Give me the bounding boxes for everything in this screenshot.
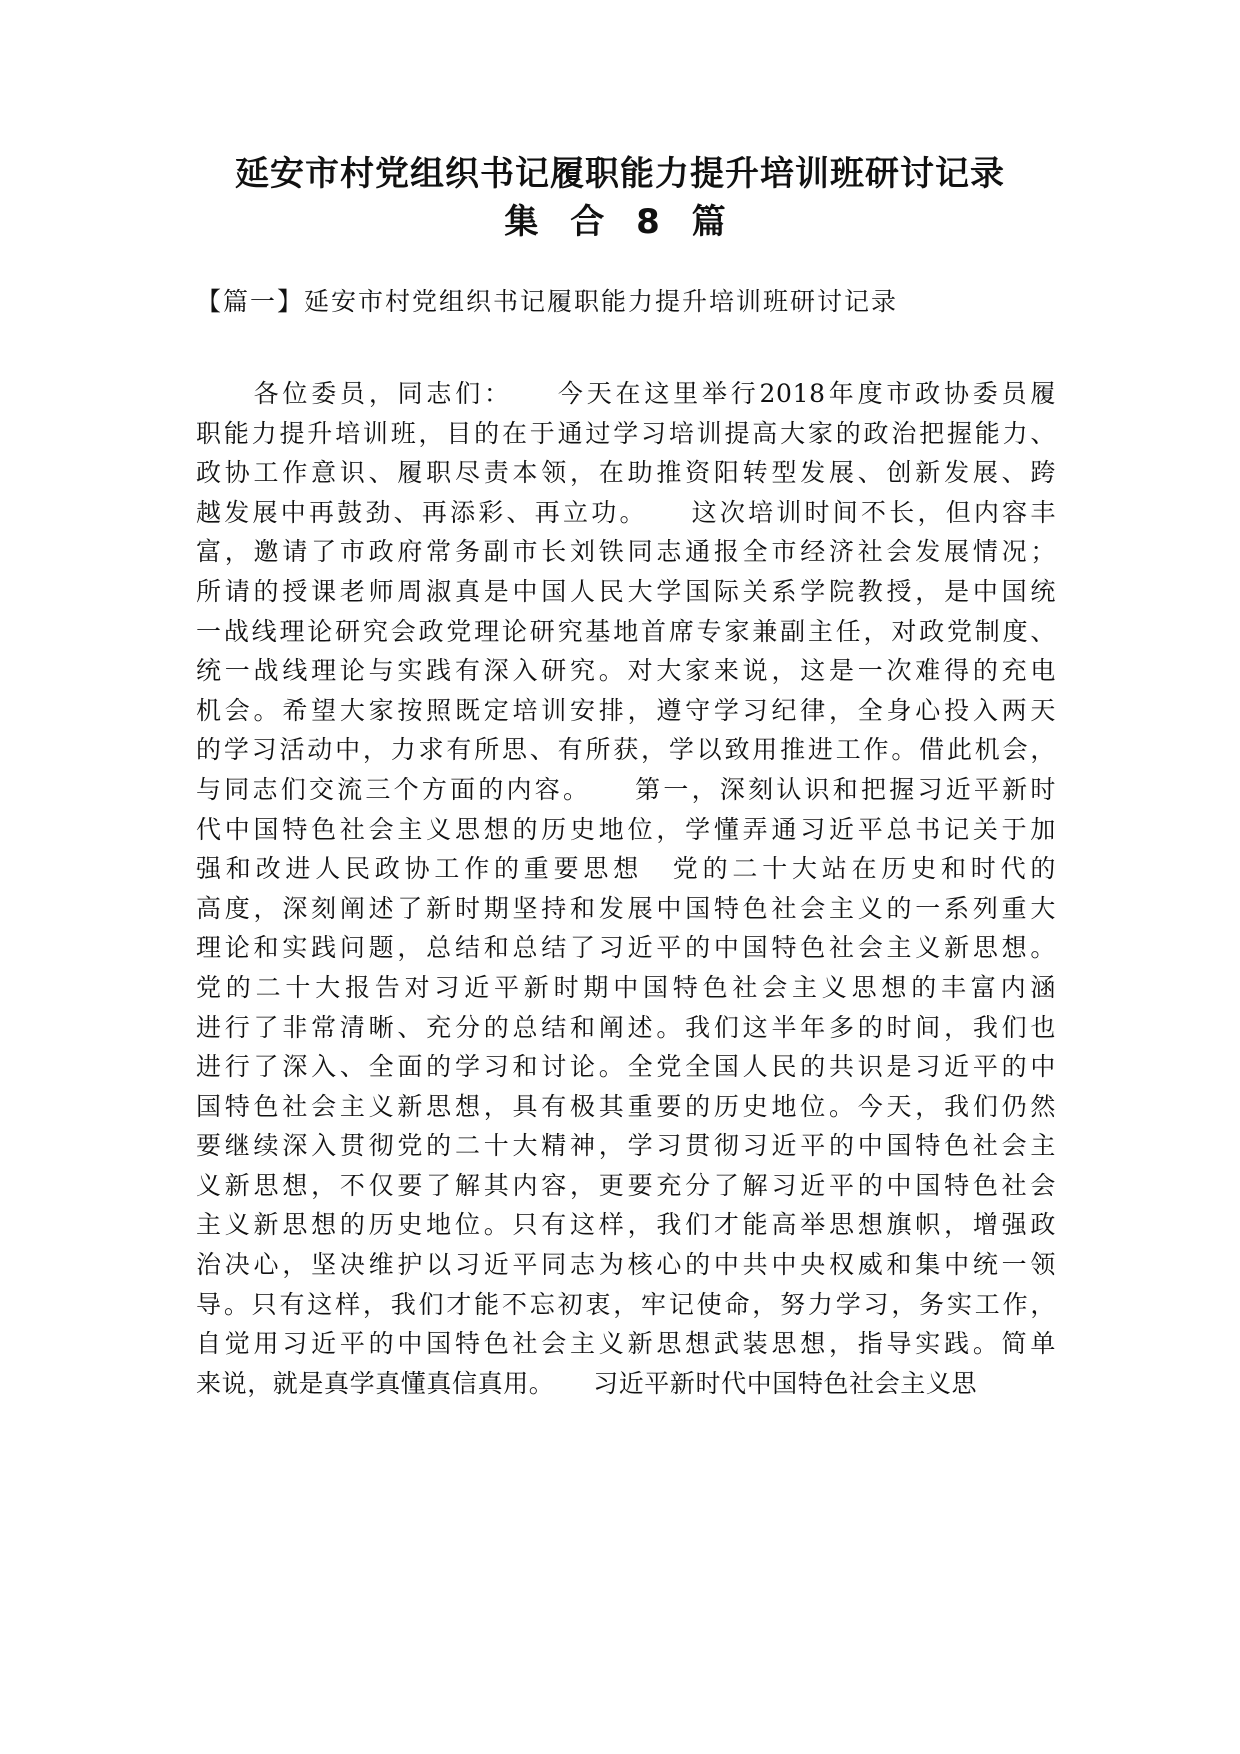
body-line: 代中国特色社会主义思想的历史地位，学懂弄通习近平总书记关于加 xyxy=(196,814,1056,844)
body-line: 来说，就是真学真懂真信真用。 习近平新时代中国特色社会主义思 xyxy=(196,1368,978,1398)
body-line: 越发展中再鼓劲、再添彩、再立功。 这次培训时间不长，但内容丰 xyxy=(196,497,1056,527)
body-line: 机会。希望大家按照既定培训安排，遵守学习纪律，全身心投入两天 xyxy=(196,695,1056,725)
body-line: 导。只有这样，我们才能不忘初衷，牢记使命，努力学习，务实工作， xyxy=(196,1289,1056,1319)
body-line: 理论和实践问题，总结和总结了习近平的中国特色社会主义新思想。 xyxy=(196,933,1056,963)
section-heading: 【篇一】延安市村党组织书记履职能力提升培训班研讨记录 xyxy=(196,287,899,316)
body-line: 主义新思想的历史地位。只有这样，我们才能高举思想旗帜，增强政 xyxy=(196,1210,1056,1240)
title-line-2: 集 合 8 篇 xyxy=(504,202,736,242)
body-line: 党的二十大报告对习近平新时期中国特色社会主义思想的丰富内涵 xyxy=(196,972,1056,1002)
body-line: 统一战线理论与实践有深入研究。对大家来说，这是一次难得的充电 xyxy=(196,656,1056,686)
body-line: 自觉用习近平的中国特色社会主义新思想武装思想，指导实践。简单 xyxy=(196,1329,1056,1359)
body-line: 进行了非常清晰、充分的总结和阐述。我们这半年多的时间，我们也 xyxy=(196,1012,1056,1042)
body-line: 职能力提升培训班，目的在于通过学习培训提高大家的政治把握能力、 xyxy=(196,418,1056,448)
document-title xyxy=(150,150,1090,246)
body-line: 强和改进人民政协工作的重要思想 党的二十大站在历史和时代的 xyxy=(196,854,1056,884)
body-line: 一战线理论研究会政党理论研究基地首席专家兼副主任，对政党制度、 xyxy=(196,616,1056,646)
body-line: 与同志们交流三个方面的内容。 第一，深刻认识和把握习近平新时 xyxy=(196,774,1056,804)
body-line: 各位委员，同志们： 今天在这里举行2018年度市政协委员履 xyxy=(196,379,1056,408)
body-line: 治决心，坚决维护以习近平同志为核心的中共中央权威和集中统一领 xyxy=(196,1250,1056,1280)
body-line: 要继续深入贯彻党的二十大精神，学习贯彻习近平的中国特色社会主 xyxy=(196,1131,1056,1161)
body-line: 政协工作意识、履职尽责本领，在助推资阳转型发展、创新发展、跨 xyxy=(196,458,1056,488)
body-text xyxy=(196,374,1056,1403)
title-line-1: 延安市村党组织书记履职能力提升培训班研讨记录 xyxy=(235,154,1005,194)
body-line: 义新思想，不仅要了解其内容，更要充分了解习近平的中国特色社会 xyxy=(196,1170,1056,1200)
body-line: 富，邀请了市政府常务副市长刘铁同志通报全市经济社会发展情况； xyxy=(196,537,1056,567)
body-line: 进行了深入、全面的学习和讨论。全党全国人民的共识是习近平的中 xyxy=(196,1052,1056,1082)
body-line: 高度，深刻阐述了新时期坚持和发展中国特色社会主义的一系列重大 xyxy=(196,893,1056,923)
body-line: 的学习活动中，力求有所思、有所获，学以致用推进工作。借此机会， xyxy=(196,735,1056,765)
body-line: 所请的授课老师周淑真是中国人民大学国际关系学院教授，是中国统 xyxy=(196,576,1056,606)
body-line: 国特色社会主义新思想，具有极其重要的历史地位。今天，我们仍然 xyxy=(196,1091,1056,1121)
